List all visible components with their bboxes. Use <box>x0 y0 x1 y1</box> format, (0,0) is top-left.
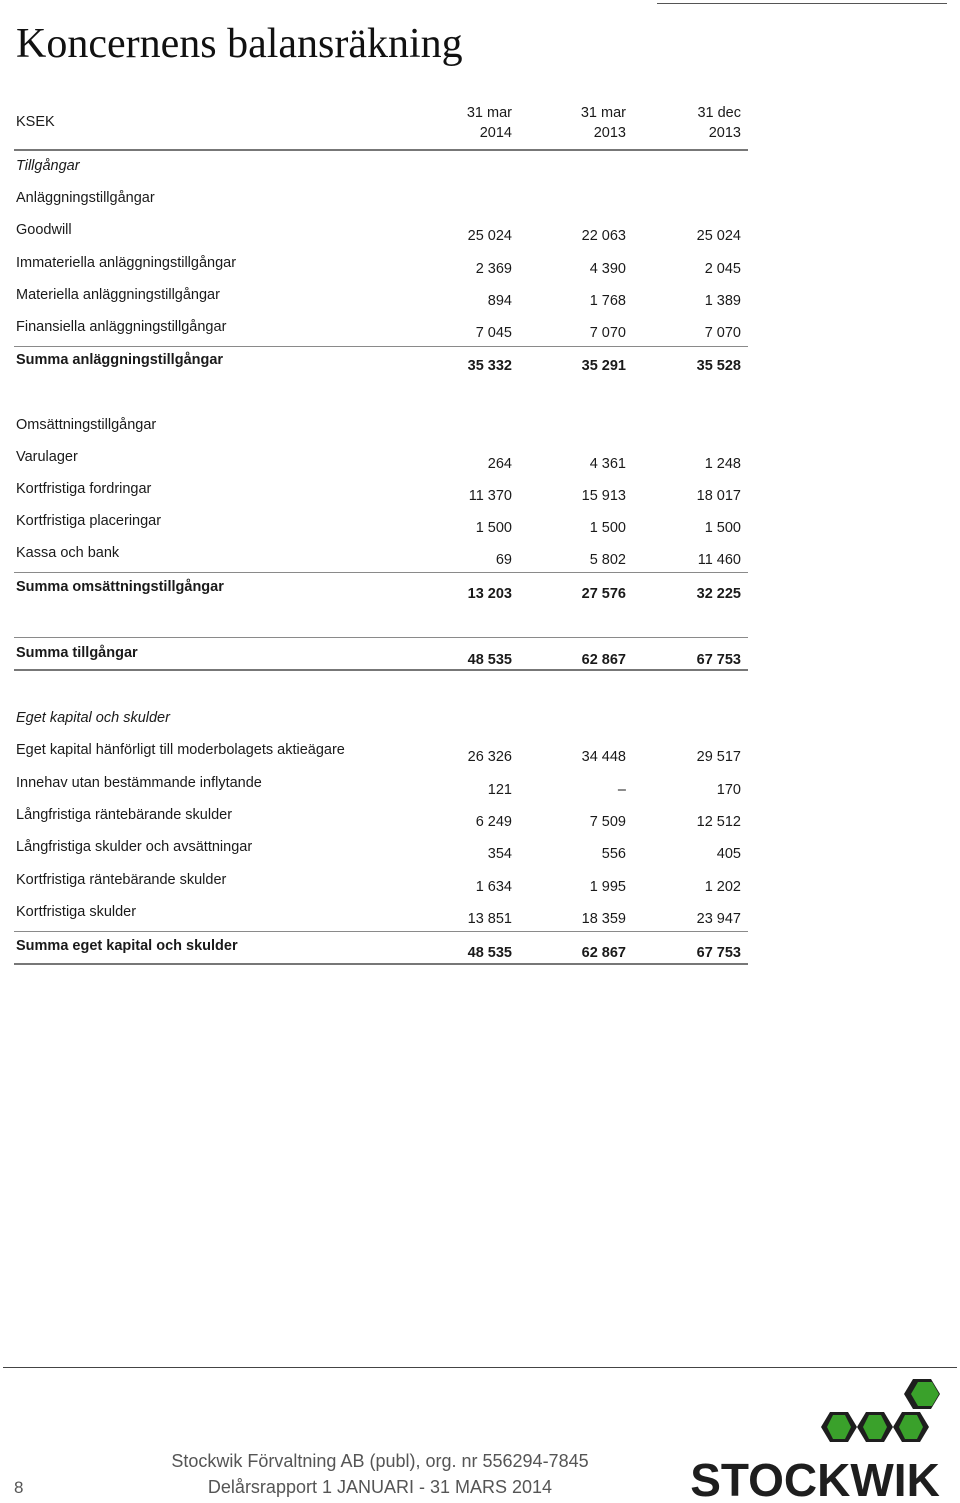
grand-total-row <box>14 645 748 668</box>
cell-value: 13 203 <box>467 586 512 602</box>
table-row <box>14 222 748 242</box>
cell-value: 1 634 <box>475 879 512 895</box>
footer-rule <box>3 1367 957 1368</box>
cell-value: – <box>617 782 626 798</box>
row-divider <box>14 346 748 347</box>
cell-value: 1 768 <box>589 293 626 309</box>
grand-total-row <box>14 938 748 961</box>
cell-value: 1 995 <box>589 879 626 895</box>
row-divider <box>14 669 748 671</box>
row-label: Eget kapital hänförligt till moderbolagets aktieägare <box>16 742 345 758</box>
section-heading-label: Eget kapital och skulder <box>16 710 170 726</box>
table-row <box>14 255 748 275</box>
logo-wordmark: STOCKWIK <box>690 1454 940 1500</box>
row-label: Långfristiga skulder och avsättningar <box>16 839 253 855</box>
total-row <box>14 579 748 602</box>
cell-value: 170 <box>716 782 741 798</box>
cell-value: 894 <box>487 293 512 309</box>
row-label: Kortfristiga placeringar <box>16 513 162 529</box>
table-row <box>14 481 748 504</box>
section-heading-equity <box>14 710 748 730</box>
cell-value: 7 070 <box>589 325 626 341</box>
cell-value: 67 753 <box>696 652 741 668</box>
page-number: 8 <box>14 1478 24 1497</box>
cell-value: 405 <box>716 846 741 862</box>
cell-value: 62 867 <box>581 945 626 961</box>
row-label: Immateriella anläggningstillgångar <box>16 255 237 271</box>
table-row <box>14 775 748 798</box>
column-header-line1: 31 mar <box>580 105 626 121</box>
table-row <box>14 287 748 307</box>
cell-value: 35 291 <box>581 358 626 374</box>
column-header-line1: 31 mar <box>466 105 512 121</box>
total-row <box>14 352 748 372</box>
cell-value: 13 851 <box>467 911 512 927</box>
row-label: Summa omsättningstillgångar <box>16 579 224 595</box>
column-header-line1: 31 dec <box>697 105 741 121</box>
table-row <box>14 807 748 830</box>
column-header-line2: 2014 <box>479 125 512 141</box>
cell-value: 1 389 <box>704 293 741 309</box>
cell-value: 22 063 <box>581 228 626 244</box>
cell-value: 12 512 <box>696 814 741 830</box>
cell-value: 27 576 <box>581 586 626 602</box>
row-divider <box>14 572 748 573</box>
cell-value: 18 017 <box>696 488 741 504</box>
row-label: Kassa och bank <box>16 545 120 561</box>
cell-value: 23 947 <box>696 911 741 927</box>
cell-value: 354 <box>487 846 512 862</box>
table-row <box>14 839 748 862</box>
cell-value: 29 517 <box>696 749 741 765</box>
cell-value: 121 <box>487 782 512 798</box>
row-label: Summa anläggningstillgångar <box>16 352 224 368</box>
table-row <box>14 449 748 472</box>
cell-value: 25 024 <box>467 228 512 244</box>
cell-value: 32 225 <box>696 586 741 602</box>
row-label: Summa tillgångar <box>16 645 138 661</box>
footer-report-line: Delårsrapport 1 JANUARI - 31 MARS 2014 <box>207 1477 553 1497</box>
cell-value: 15 913 <box>581 488 626 504</box>
footer-company-line: Stockwik Förvaltning AB (publ), org. nr 556294-7845 <box>171 1451 589 1471</box>
row-label: Kortfristiga räntebärande skulder <box>16 872 227 888</box>
cell-value: 1 500 <box>475 520 512 536</box>
cell-value: 4 361 <box>589 456 626 472</box>
cell-value: 1 500 <box>589 520 626 536</box>
cell-value: 1 248 <box>704 456 741 472</box>
cell-value: 35 332 <box>467 358 512 374</box>
row-label: Kortfristiga fordringar <box>16 481 152 497</box>
cell-value: 62 867 <box>581 652 626 668</box>
column-header-line2: 2013 <box>708 125 741 141</box>
table-row <box>14 872 748 895</box>
column-header-dec-2013 <box>631 103 741 143</box>
row-label: Materiella anläggningstillgångar <box>16 287 220 303</box>
row-label: Goodwill <box>16 222 72 238</box>
cell-value: 34 448 <box>581 749 626 765</box>
cell-value: 7 070 <box>704 325 741 341</box>
row-label: Finansiella anläggningstillgångar <box>16 319 227 335</box>
table-row <box>14 319 748 339</box>
cell-value: 556 <box>601 846 626 862</box>
row-label: Varulager <box>16 449 78 465</box>
row-divider <box>14 637 748 638</box>
column-header-mar-2014 <box>402 103 512 143</box>
row-label: Innehav utan bestämmande inflytande <box>16 775 262 791</box>
header-rule <box>657 3 947 4</box>
cell-value: 264 <box>487 456 512 472</box>
cell-value: 1 202 <box>704 879 741 895</box>
cell-value: 11 460 <box>697 552 741 568</box>
stockwik-logo-hexagons <box>821 1379 940 1442</box>
column-header-line2: 2013 <box>593 125 626 141</box>
cell-value: 48 535 <box>467 652 512 668</box>
row-divider <box>14 963 748 965</box>
stockwik-logo <box>680 1374 950 1500</box>
balance-sheet-table <box>14 100 748 961</box>
cell-value: 69 <box>495 552 512 568</box>
page-title: Koncernens balansräkning <box>16 21 463 67</box>
table-row <box>14 545 748 568</box>
table-row <box>14 513 748 536</box>
cell-value: 7 509 <box>589 814 626 830</box>
cell-value: 5 802 <box>589 552 626 568</box>
subsection-heading-current <box>14 417 748 437</box>
table-header-row <box>14 100 748 150</box>
cell-value: 35 528 <box>696 358 741 374</box>
cell-value: 11 370 <box>468 488 512 504</box>
column-header-mar-2013 <box>516 103 626 143</box>
table-row <box>14 742 748 765</box>
row-label: Summa eget kapital och skulder <box>16 938 238 954</box>
cell-value: 26 326 <box>467 749 512 765</box>
subsection-heading-label: Anläggningstillgångar <box>16 190 155 206</box>
cell-value: 67 753 <box>696 945 741 961</box>
subsection-heading-fixed <box>14 190 748 210</box>
header-divider <box>14 149 748 151</box>
cell-value: 6 249 <box>475 814 512 830</box>
section-heading-assets <box>14 158 748 178</box>
row-divider <box>14 931 748 932</box>
row-label: Långfristiga räntebärande skulder <box>16 807 233 823</box>
cell-value: 4 390 <box>589 261 626 277</box>
cell-value: 25 024 <box>696 228 741 244</box>
cell-value: 7 045 <box>475 325 512 341</box>
cell-value: 2 045 <box>704 261 741 277</box>
cell-value: 48 535 <box>467 945 512 961</box>
row-label: Kortfristiga skulder <box>16 904 137 920</box>
section-heading-label: Tillgångar <box>16 158 80 174</box>
unit-label: KSEK <box>16 114 55 130</box>
cell-value: 18 359 <box>581 911 626 927</box>
cell-value: 1 500 <box>704 520 741 536</box>
cell-value: 2 369 <box>475 261 512 277</box>
subsection-heading-label: Omsättningstillgångar <box>16 417 157 433</box>
table-row <box>14 904 748 927</box>
